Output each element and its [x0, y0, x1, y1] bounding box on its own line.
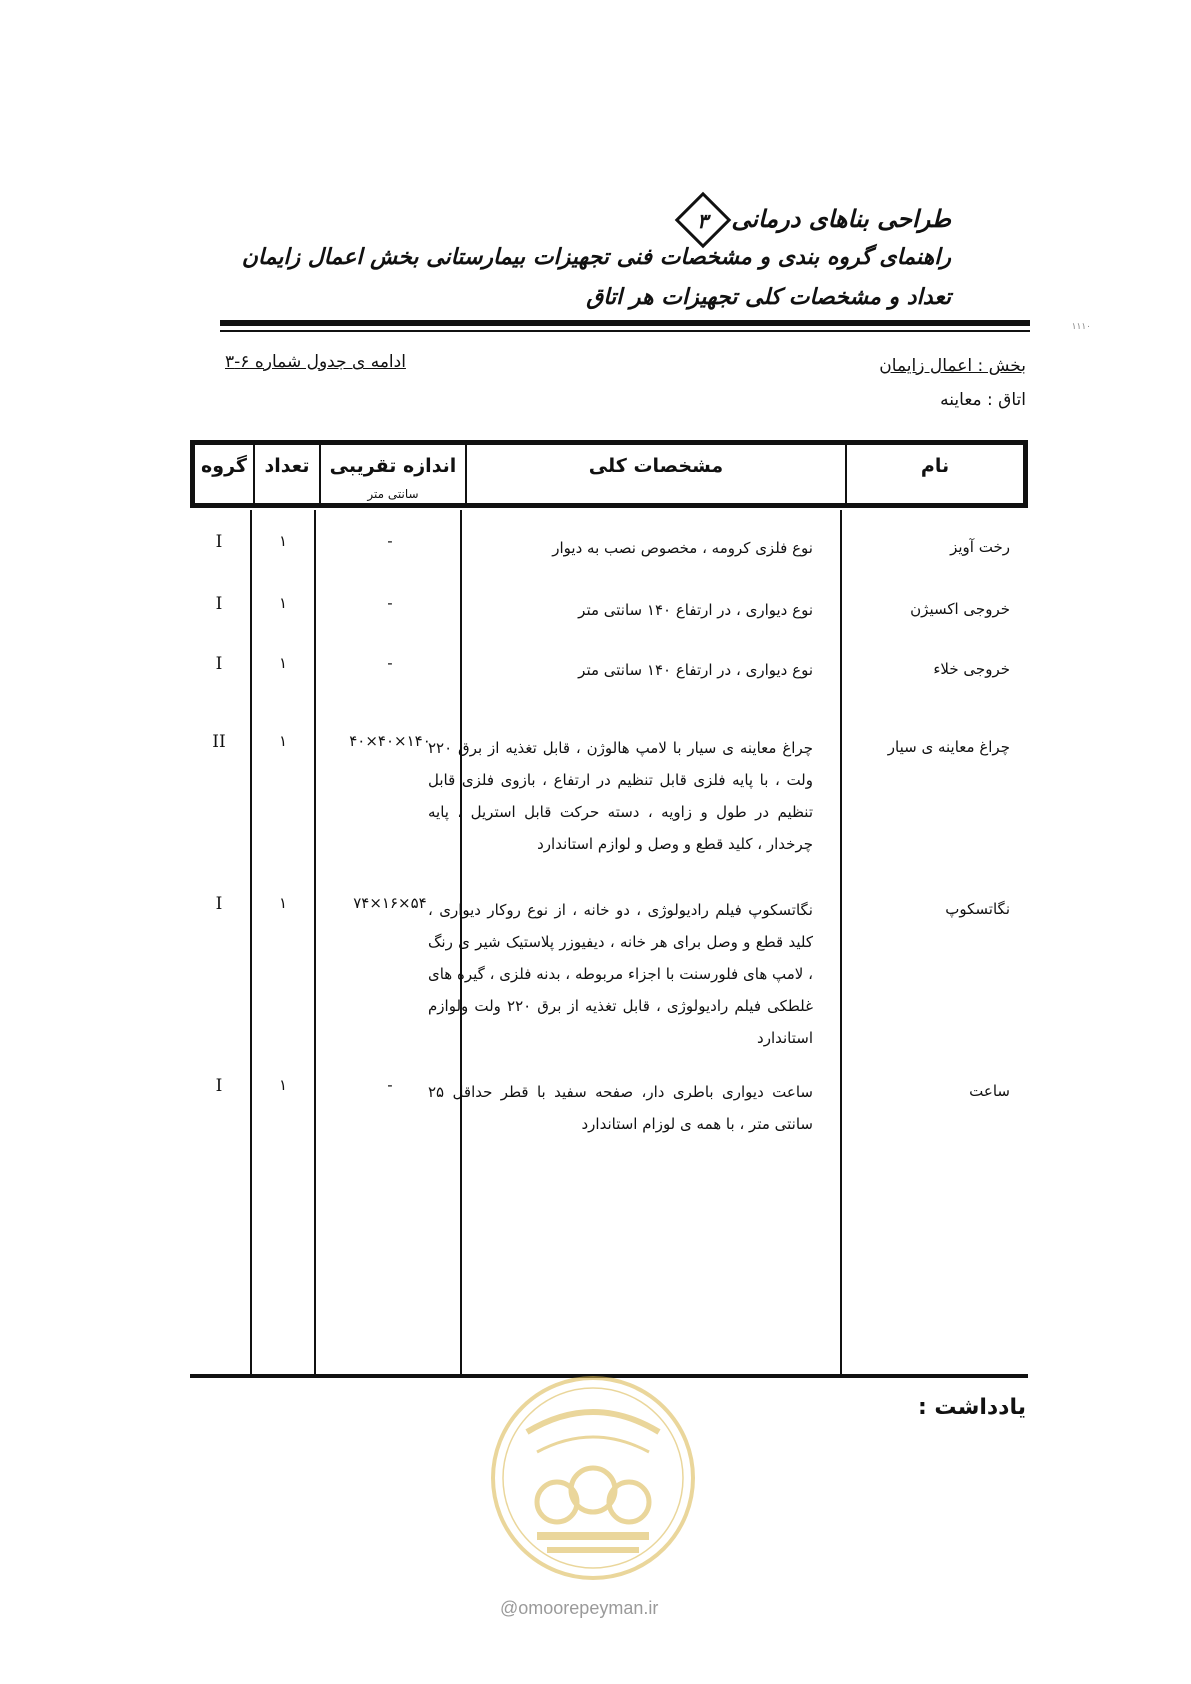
- row-5-spec: نگاتسکوپ فیلم رادیولوژی ، دو خانه ، از نوع روکار دیواری ، کلید قطع و وصل برای هر خانه ، دیفیوزر پلاستیک شیر ی رنگ ، لامپ های فلورسنت با اجزاء مربوطه ، بدنه فلزی ، گیره های غلطکی فیلم رادیولوژی ، قابل تغذیه از برق ۲۲۰ ولت ولوازم استاندارد: [428, 901, 813, 1047]
- row-6-group: I: [215, 1076, 223, 1096]
- row-2-qty: ۱: [278, 594, 288, 612]
- row-3-name: خروجی خلاء: [933, 660, 1010, 678]
- notes-label: یادداشت :: [917, 1395, 1026, 1420]
- row-4-group: II: [212, 732, 226, 752]
- row-5-group: I: [215, 894, 223, 914]
- row-5-size: ۷۴×۱۶×۵۴: [353, 894, 427, 912]
- watermark-url: @omoorepeyman.ir: [500, 1598, 659, 1618]
- row-1-size: -: [387, 532, 393, 550]
- row-2-group: I: [215, 594, 223, 614]
- table-continuation-label: ادامه ی جدول شماره ۶-۳: [225, 352, 406, 372]
- margin-note: ۱۱۱۰: [1071, 322, 1091, 332]
- watermark-logo: [487, 1372, 699, 1584]
- document-subtitle: راهنمای گروه بندی و مشخصات فنی تجهیزات بیمارستانی بخش اعمال زایمان: [241, 245, 951, 270]
- row-1-spec: نوع فلزی کرومه ، مخصوص نصب به دیوار: [552, 539, 813, 557]
- table-body: [190, 510, 1028, 1378]
- header-qty: تعداد: [264, 455, 310, 477]
- row-5-qty: ۱: [278, 894, 288, 912]
- row-3-group: I: [215, 654, 223, 674]
- document-title: [677, 200, 951, 240]
- row-4-name: چراغ معاینه ی سیار: [887, 738, 1010, 756]
- header-size: اندازه تقریبی: [329, 455, 457, 477]
- row-4-size: ۴۰×۴۰×۱۴۰: [349, 732, 431, 750]
- row-1-qty: ۱: [278, 532, 288, 550]
- document-subtitle-2: تعداد و مشخصات کلی تجهیزات هر اتاق: [586, 285, 951, 310]
- row-2-name: خروجی اکسیژن: [910, 600, 1010, 618]
- row-3-spec: نوع دیواری ، در ارتفاع ۱۴۰ سانتی متر: [578, 661, 813, 679]
- header-spec: مشخصات کلی: [588, 455, 724, 477]
- room-label: اتاق : معاینه: [940, 390, 1026, 410]
- row-2-size: -: [387, 594, 393, 612]
- section-label: بخش : اعمال زایمان: [879, 356, 1026, 376]
- row-4-qty: ۱: [278, 732, 288, 750]
- row-6-spec: ساعت دیواری باطری دار، صفحه سفید با قطر حداقل ۲۵ سانتی متر ، با همه ی لوزام استاندارد: [428, 1083, 813, 1133]
- title-line-1: طراحی بناهای درمانی: [731, 205, 951, 233]
- row-3-qty: ۱: [278, 654, 288, 672]
- row-6-size: -: [387, 1076, 393, 1094]
- row-1-group: I: [215, 532, 223, 552]
- row-1-name: رخت آویز: [950, 538, 1010, 556]
- row-5-name: نگاتسکوپ: [945, 900, 1010, 918]
- row-2-spec: نوع دیواری ، در ارتفاع ۱۴۰ سانتی متر: [578, 601, 813, 619]
- header-group: گروه: [201, 455, 247, 477]
- row-6-qty: ۱: [278, 1076, 288, 1094]
- table-header: [190, 440, 1028, 508]
- header-rule-thick: [220, 320, 1030, 326]
- header-size-unit: سانتی متر: [367, 487, 419, 501]
- header-name: نام: [920, 455, 950, 477]
- row-4-spec: چراغ معاینه ی سیار با لامپ هالوژن ، قابل تغذیه از برق ۲۲۰ ولت ، با پایه فلزی قابل تنظیم در ارتفاع ، بازوی فلزی قابل تنظیم در طول و زاویه ، دسته حرکت قابل استریل ، پایه چرخدار ، کلید قطع و وصل و لوازم استاندارد: [428, 739, 813, 853]
- header-rule-thin: [220, 330, 1030, 332]
- row-3-size: -: [387, 654, 393, 672]
- row-6-name: ساعت: [969, 1082, 1010, 1100]
- volume-badge: ۳: [675, 192, 732, 249]
